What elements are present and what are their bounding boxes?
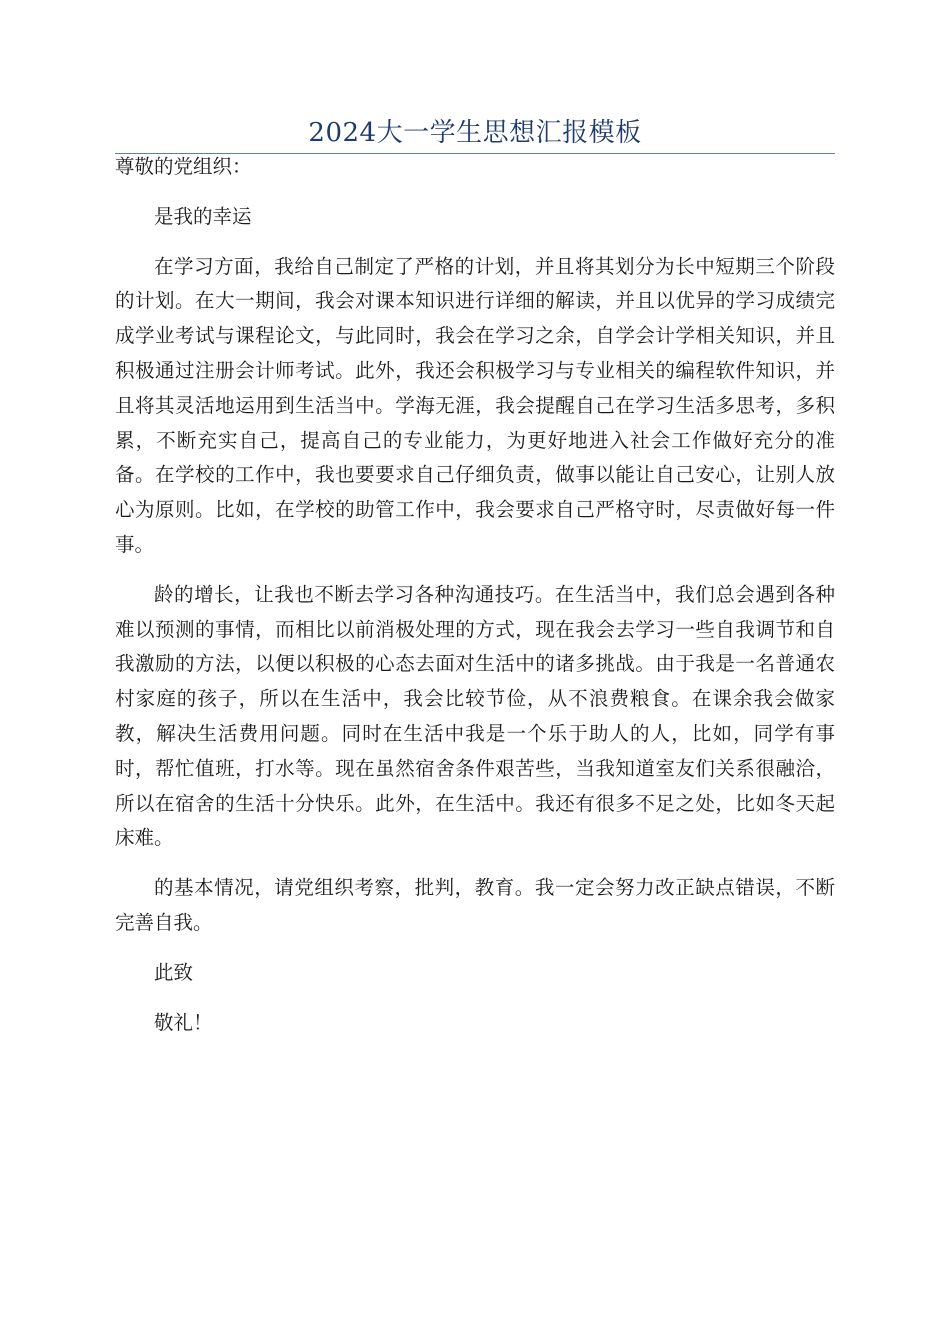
closing-line-1: 此致 (154, 960, 194, 984)
paragraph-2: 在学习方面，我给自己制定了严格的计划，并且将其划分为长中短期三个阶段的计划。在大一期间，我会对课本知识进行详细的解读，并且以优异的学习成绩完成学业考试与课程论文，与此同时，我会在学习之余，自学会计学相关知识，并且积极通过注册会计师考试。此外，我还会积极学习与专业相关的编程软件知识，并且将其灵活地运用到生活当中。学海无涯，我会提醒自己在学习生活多思考，多积累，不断充实自己，提高自己的专业能力，为更好地进入社会工作做好充分的准备。在学校的工作中，我也要要求自己仔细负责，做事以能让自己安心，让别人放心为原则。比如，在学校的助管工作中，我会要求自己严格守时，尽责做好每一件事。 (115, 254, 835, 556)
paragraph-1: 是我的幸运 (154, 204, 252, 228)
closing-line-2: 敬礼！ (154, 1010, 213, 1034)
document-body (115, 150, 835, 1040)
salutation: 尊敬的党组织： (115, 155, 252, 178)
document-title: 2024大一学生思想汇报模板 (308, 118, 642, 148)
paragraph-3: 龄的增长，让我也不断去学习各种沟通技巧。在生活当中，我们总会遇到各种难以预测的事情，而相比以前消极处理的方式，现在我会去学习一些自我调节和自我激励的方法，以便以积极的心态去面对生活中的诸多挑战。由于我是一名普通农村家庭的孩子，所以在生活中，我会比较节俭，从不浪费粮食。在课余我会做家教，解决生活费用问题。同时在生活中我是一个乐于助人的人，比如，同学有事时，帮忙值班，打水等。现在虽然宿舍条件艰苦些，当我知道室友们关系很融洽，所以在宿舍的生活十分快乐。此外，在生活中。我还有很多不足之处，比如冬天起床难。 (115, 582, 835, 850)
paragraph-4: 的基本情况，请党组织考察，批判，教育。我一定会努力改正缺点错误，不断完善自我。 (115, 876, 835, 934)
